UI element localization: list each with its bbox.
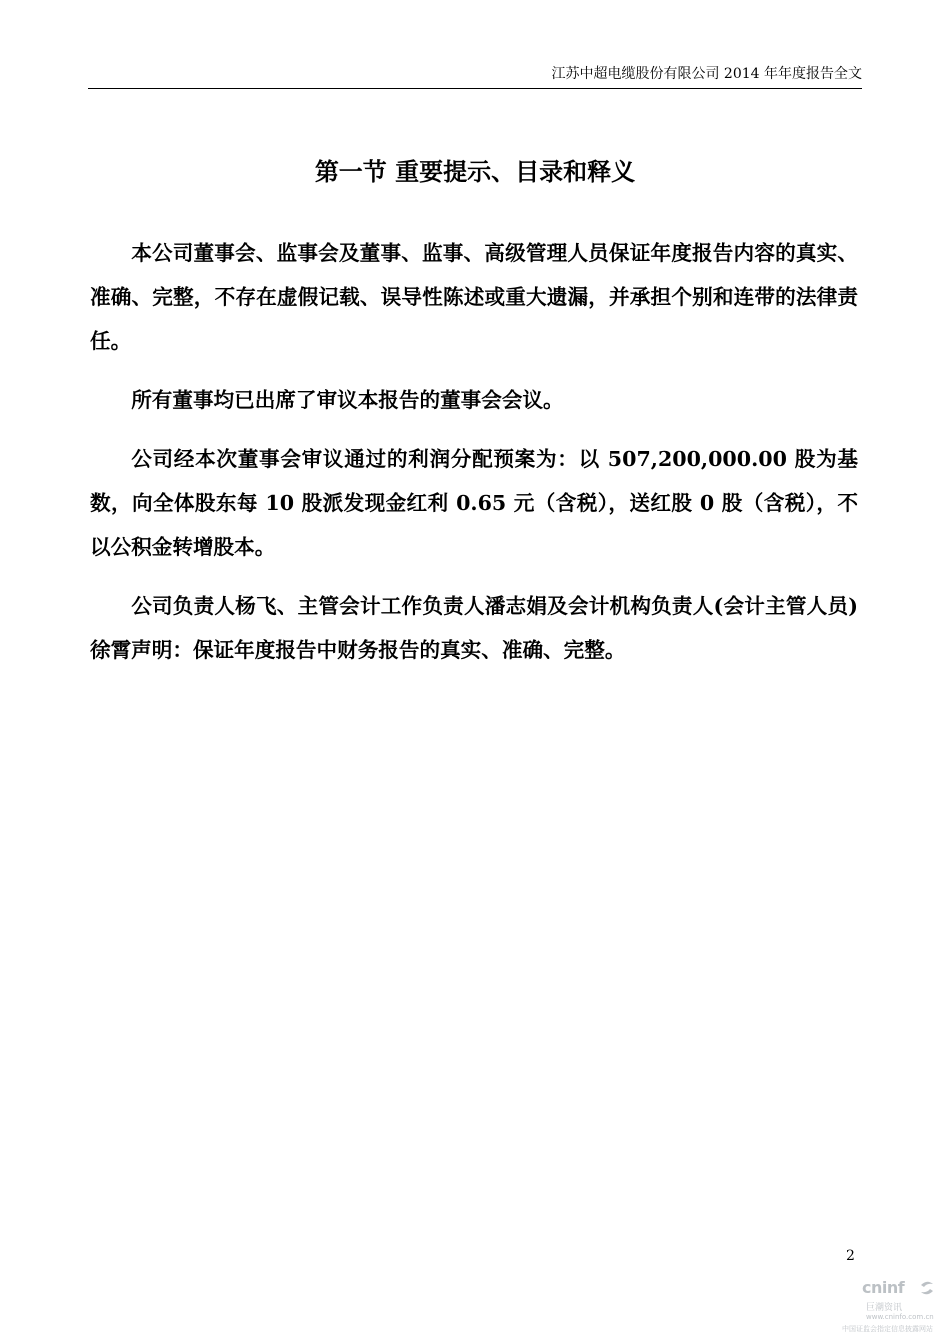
watermark-subtitle: 巨潮资讯 xyxy=(866,1303,903,1313)
notice-body xyxy=(90,231,858,687)
paragraph-profit-distribution: 公司经本次董事会审议通过的利润分配预案为：以 507,200,000.00 股为基数，向全体股东每 10 股派发现金红利 0.65 元（含税），送红股 0 股（含税），不以公积金转增股本。 xyxy=(90,447,858,559)
running-header-text: 江苏中超电缆股份有限公司 2014 年年度报告全文 xyxy=(551,66,862,82)
cninfo-watermark xyxy=(842,1278,946,1338)
paragraph-officer-declaration: 公司负责人杨飞、主管会计工作负责人潘志娟及会计机构负责人(会计主管人员)徐霄声明：保证年度报告中财务报告的真实、准确、完整。 xyxy=(90,594,858,662)
swirl-logo-icon xyxy=(918,1279,936,1301)
paragraph-responsibility-statement: 本公司董事会、监事会及董事、监事、高级管理人员保证年度报告内容的真实、准确、完整，不存在虚假记载、误导性陈述或重大遗漏，并承担个别和连带的法律责任。 xyxy=(90,241,858,353)
section-title: 第一节 重要提示、目录和释义 xyxy=(314,157,636,186)
watermark-brand: cninf xyxy=(862,1278,905,1297)
running-header xyxy=(88,58,862,89)
page-number: 2 xyxy=(846,1248,855,1264)
watermark-url: www.cninfo.com.cn xyxy=(866,1313,934,1321)
watermark-tagline: 中国证监会指定信息披露网站 xyxy=(842,1325,933,1333)
paragraph-board-attendance: 所有董事均已出席了审议本报告的董事会会议。 xyxy=(131,388,564,412)
